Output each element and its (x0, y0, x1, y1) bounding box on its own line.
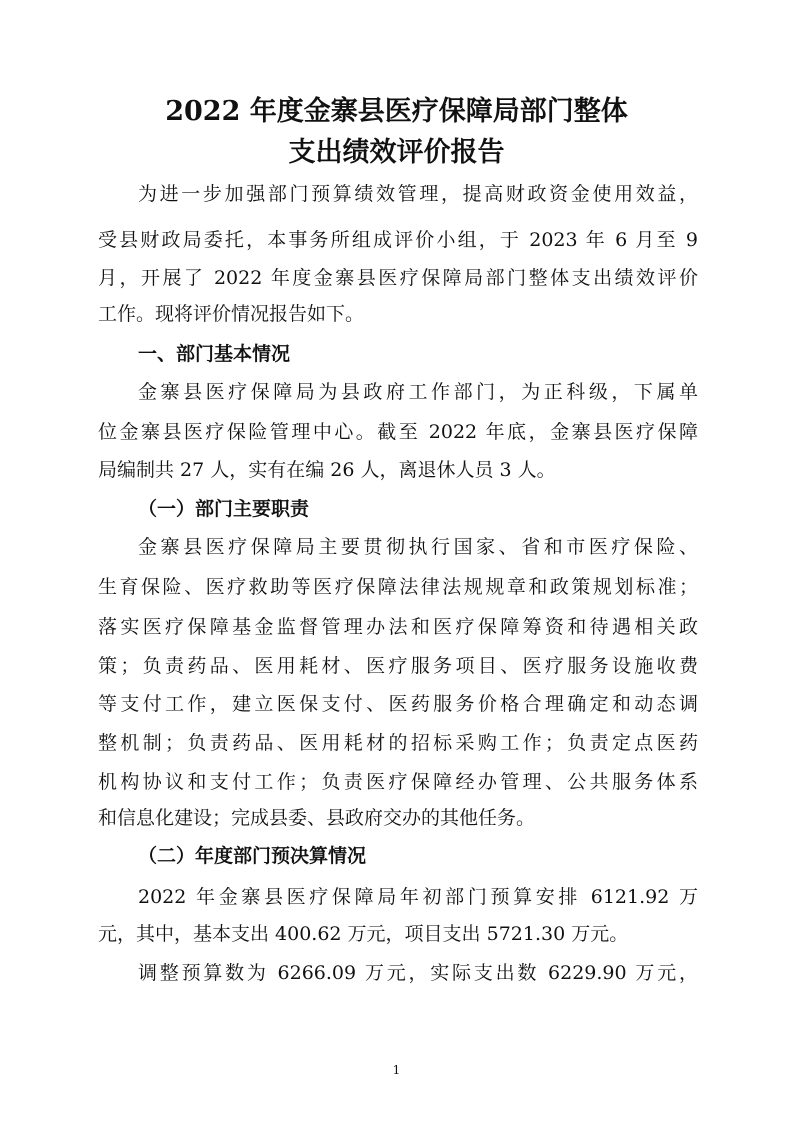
text-line: 金寨县医疗保障局为县政府工作部门，为正科级，下属单 (138, 381, 698, 403)
text-line: 落实医疗保障基金监督管理办法和医疗保障筹资和待遇相关政 (98, 616, 698, 638)
report-title-line-2: 支出绩效评价报告 (288, 137, 505, 168)
text-line: 元，其中，基本支出 400.62 万元，项目支出 5721.30 万元。 (98, 923, 629, 945)
text-line: 位金寨县医疗保险管理中心。截至 2022 年底，金寨县医疗保障 (98, 421, 698, 443)
section-heading-department-basics: 一、部门基本情况 (138, 343, 291, 365)
text-line: 局编制共 27 人，实有在编 26 人，离退休人员 3 人。 (98, 459, 556, 481)
text-line: 2022 年金寨县医疗保障局年初部门预算安排 6121.92 万 (138, 886, 698, 908)
page-number: 1 (392, 1063, 401, 1077)
text-line: 调整预算数为 6266.09 万元，实际支出数 6229.90 万元， (138, 962, 698, 984)
subsection-heading-budget-final-accounts: （二）年度部门预决算情况 (138, 845, 367, 867)
text-line: 生育保险、医疗救助等医疗保障法律法规规章和政策规划标准； (98, 576, 698, 598)
text-line: 和信息化建设；完成县委、县政府交办的其他任务。 (98, 807, 536, 829)
text-line: 等支付工作，建立医保支付、医药服务价格合理确定和动态调 (98, 693, 698, 715)
text-line: 策；负责药品、医用耗材、医疗服务项目、医疗服务设施收费 (98, 655, 698, 677)
text-line: 整机制；负责药品、医用耗材的招标采购工作；负责定点医药 (98, 732, 698, 754)
subsection-heading-main-duties: （一）部门主要职责 (138, 498, 310, 520)
text-line: 为进一步加强部门预算绩效管理，提高财政资金使用效益， (138, 183, 698, 205)
report-title-line-1: 2022 年度金寨县医疗保障局部门整体 (165, 96, 628, 127)
text-line: 机构协议和支付工作；负责医疗保障经办管理、公共服务体系 (98, 771, 698, 793)
text-line: 金寨县医疗保障局主要贯彻执行国家、省和市医疗保险、 (138, 536, 698, 558)
text-line: 月，开展了 2022 年度金寨县医疗保障局部门整体支出绩效评价 (98, 267, 698, 289)
text-line: 受县财政局委托，本事务所组成评价小组，于 2023 年 6 月至 9 (98, 229, 698, 251)
text-line: 工作。现将评价情况报告如下。 (98, 303, 365, 325)
